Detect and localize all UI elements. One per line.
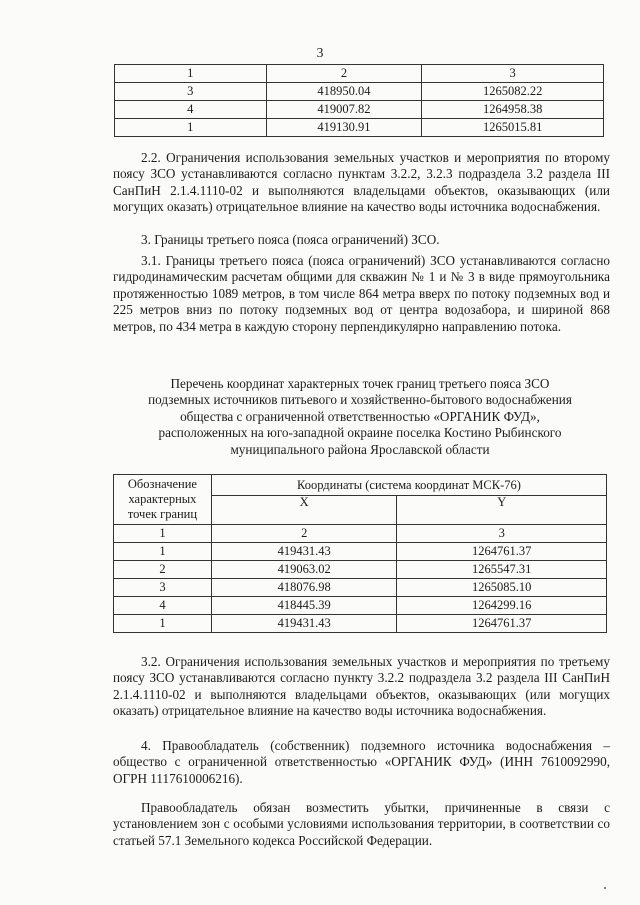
table-row	[114, 543, 607, 561]
table-title-line: общества с ограниченной ответственностью «ОРГАНИК ФУД»,	[180, 408, 540, 424]
table-cell: 418445.39	[211, 597, 397, 615]
coordinates-table-third-belt	[113, 474, 607, 633]
table-cell: 1	[114, 543, 212, 561]
table-title-line: расположенных на юго-западной окраине поселка Костино Рыбинского	[158, 425, 562, 441]
coordinates-table-second-belt	[114, 64, 604, 137]
header-coordinates: Координаты (система координат МСК-76)	[211, 475, 606, 496]
table-row	[114, 597, 607, 615]
table-cell: 1265085.10	[397, 579, 607, 597]
table-cell: 4	[114, 597, 212, 615]
table-row	[115, 101, 604, 119]
page-number: 3	[316, 46, 324, 61]
table-title-line: муниципального района Ярославской области	[230, 441, 490, 457]
table-cell: 419431.43	[211, 543, 397, 561]
table-row	[114, 561, 607, 579]
table-row	[115, 83, 604, 101]
table-cell: 3	[114, 579, 212, 597]
header-y: Y	[397, 496, 607, 525]
paragraph-3: 3. Границы третьего пояса (пояса ограничений) ЗСО.	[141, 232, 440, 247]
table-cell: 1265547.31	[397, 561, 607, 579]
table-cell: 418950.04	[266, 83, 422, 101]
table-cell: 1	[115, 65, 267, 83]
table-cell: 419431.43	[211, 615, 397, 633]
table-cell: 1	[114, 525, 212, 543]
paragraph-3-1: 3.1. Границы третьего пояса (пояса ограничений) ЗСО устанавливаются согласно гидродинамическим расчетам общими для скважин № 1 и № 3 в виде прямоугольника протяженностью 1089 метров, в том числе 864 метра вверх по потоку подземных вод и 225 метров вниз по потоку подземных вод от центра водозабора, и шириной 868 метров, по 434 метра в каждую сторону перпендикулярно направлению потока.	[113, 253, 610, 334]
paragraph-4: 4. Правообладатель (собственник) подземного источника водоснабжения – общество с ограниченной ответственностью «ОРГАНИК ФУД» (ИНН 7610092990, ОГРН 1117610006216).	[113, 738, 610, 786]
table-title-line: Перечень координат характерных точек границ третьего пояса ЗСО	[170, 376, 550, 391]
table-title-line: подземных источников питьевого и хозяйственно-бытового водоснабжения	[148, 392, 572, 408]
table-cell: 418076.98	[211, 579, 397, 597]
table-cell: 1264958.38	[422, 101, 604, 119]
table-cell: 2	[266, 65, 422, 83]
table-cell: 419007.82	[266, 101, 422, 119]
table-cell: 3	[397, 525, 607, 543]
paragraph-3-2: 3.2. Ограничения использования земельных участков и мероприятия по третьему поясу ЗСО устанавливаются согласно пункту 3.2.2 подраздела 3.2 раздела III СанПиН 2.1.4.1110-02 и выполняются владельцами объектов, оказывающих (или могущих оказать) отрицательное влияние на качество воды источника водоснабжения.	[113, 654, 610, 719]
table-row	[114, 579, 607, 597]
table-cell: 3	[115, 83, 267, 101]
scan-speck	[604, 887, 606, 889]
table-row	[115, 119, 604, 137]
table-cell: 1	[115, 119, 267, 137]
table-cell: 2	[114, 561, 212, 579]
table-cell: 419130.91	[266, 119, 422, 137]
table-cell: 1264761.37	[397, 615, 607, 633]
table-row	[114, 615, 607, 633]
table-title	[100, 376, 620, 458]
paragraph-2-2: 2.2. Ограничения использования земельных участков и мероприятия по второму поясу ЗСО устанавливаются согласно пунктам 3.2.2, 3.2.3 подраздела 3.2 раздела III СанПиН 2.1.4.1110-02 и выполняются владельцами объектов, оказывающих (или могущих оказать) отрицательное влияние на качество воды источника водоснабжения.	[113, 150, 610, 215]
table-cell: 1264299.16	[397, 597, 607, 615]
table-cell: 419063.02	[211, 561, 397, 579]
paragraph-obligation: Правообладатель обязан возместить убытки, причиненные в связи с установлением зон с особыми условиями использования территории, в соответствии со статьей 57.1 Земельного кодекса Российской Федерации.	[113, 800, 610, 848]
table-cell: 1	[114, 615, 212, 633]
table-cell: 1265015.81	[422, 119, 604, 137]
table-cell: 4	[115, 101, 267, 119]
table-header-row	[114, 475, 607, 496]
table-cell: 1265082.22	[422, 83, 604, 101]
table-row	[115, 65, 604, 83]
table-cell: 2	[211, 525, 397, 543]
table-cell: 1264761.37	[397, 543, 607, 561]
header-point-designation: Обозначение характерных точек границ	[114, 475, 212, 525]
header-x: X	[211, 496, 397, 525]
table-row	[114, 525, 607, 543]
table-cell: 3	[422, 65, 604, 83]
